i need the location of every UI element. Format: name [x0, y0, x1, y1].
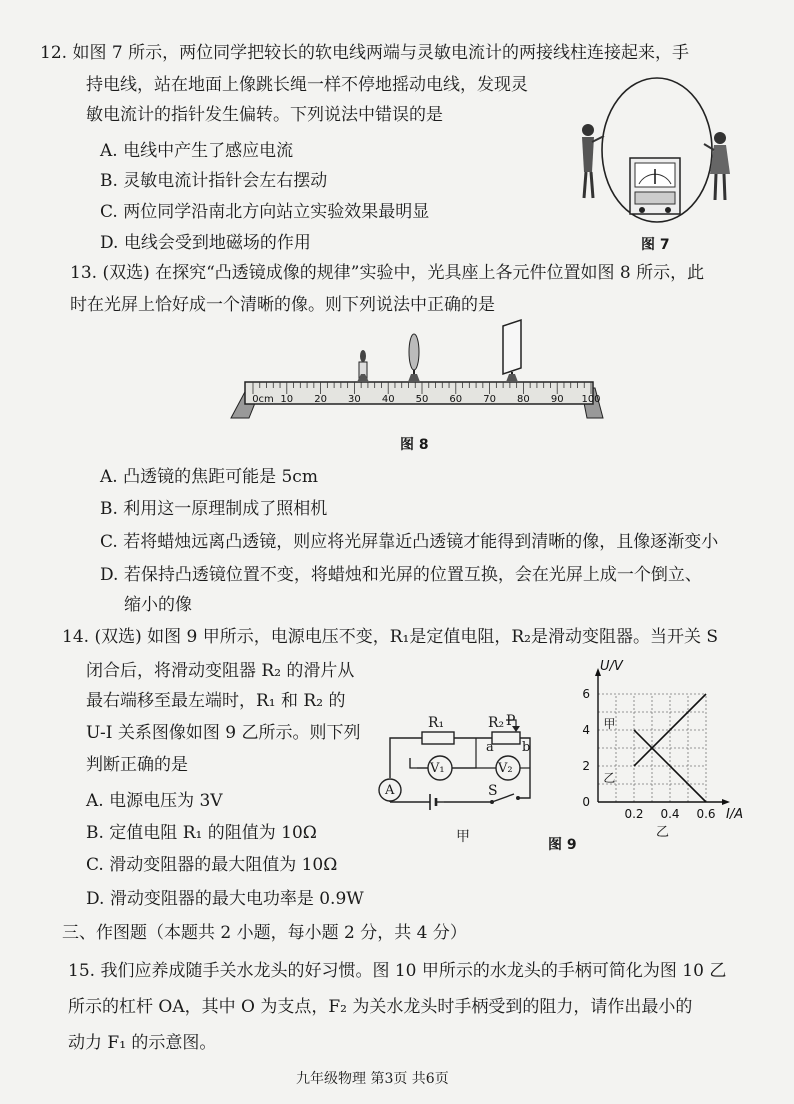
y-tick-label: 0: [582, 795, 590, 809]
q13-option-c: C. 若将蜡烛远离凸透镜，则应将光屏靠近凸透镜才能得到清晰的像，且像逐渐变小: [100, 532, 719, 552]
q14-stem-line5: 判断正确的是: [86, 755, 188, 775]
q14-option-c: C. 滑动变阻器的最大阻值为 10Ω: [86, 855, 338, 875]
q14-stem-line1: 14. (双选) 如图 9 甲所示，电源电压不变，R₁是定值电阻，R₂是滑动变阻器。当开关 S: [62, 627, 719, 647]
ruler-label: 0cm: [252, 394, 274, 405]
section-3-heading: 三、作图题（本题共 2 小题，每小题 2 分，共 4 分）: [62, 923, 467, 943]
q12-stem-line2: 持电线，站在地面上像跳长绳一样不停地摇动电线，发现灵: [86, 75, 528, 95]
ruler-label: 40: [381, 394, 395, 405]
figure-8-caption: 图 8: [400, 437, 429, 453]
x-tick-label: 0.6: [696, 807, 716, 821]
graph-caption-yi: 乙: [656, 825, 670, 840]
q12-option-a: A. 电线中产生了感应电流: [100, 141, 294, 161]
figure-8-optical-bench: [225, 318, 605, 434]
q12-option-c: C. 两位同学沿南北方向站立实验效果最明显: [100, 202, 430, 222]
q14-stem-line4: U-I 关系图像如图 9 乙所示。则下列: [86, 723, 361, 743]
q14-option-b: B. 定值电阻 R₁ 的阻值为 10Ω: [86, 823, 317, 843]
q14-option-a: A. 电源电压为 3V: [86, 791, 223, 811]
circuit-label-r2: R₂: [488, 715, 505, 731]
voltmeter-v2-label: V₂: [498, 761, 513, 776]
circuit-label-a: a: [486, 740, 494, 755]
q13-option-b: B. 利用这一原理制成了照相机: [100, 499, 328, 519]
circuit-caption-jia: 甲: [456, 829, 470, 845]
circuit-label-p: P: [506, 713, 516, 729]
ruler-label: 20: [314, 394, 327, 405]
q12-stem-line1: 12. 如图 7 所示，两位同学把较长的软电线两端与灵敏电流计的两接线柱连接起来，手: [40, 43, 690, 63]
circuit-label-r1: R₁: [428, 715, 445, 731]
ruler-label: 60: [449, 394, 463, 405]
ruler-label: 10: [280, 394, 294, 405]
q15-stem-line2: 所示的杠杆 OA，其中 O 为支点，F₂ 为关水龙头时手柄受到的阻力，请作出最小的: [68, 997, 693, 1017]
q12-stem-line3: 敏电流计的指针发生偏转。下列说法中错误的是: [86, 105, 443, 125]
ruler-label: 80: [517, 394, 530, 405]
ammeter-label: A: [385, 783, 395, 798]
ruler-label: 90: [550, 394, 564, 405]
q13-option-d-line2: 缩小的像: [124, 595, 192, 615]
q15-stem-line3: 动力 F₁ 的示意图。: [68, 1033, 217, 1053]
x-tick-label: 0.2: [624, 807, 644, 821]
y-axis-label: U/V: [600, 659, 623, 674]
q13-option-d-line1: D. 若保持凸透镜位置不变，将蜡烛和光屏的位置互换，会在光屏上成一个倒立、: [100, 565, 702, 585]
q13-stem-line1: 13. (双选) 在探究“凸透镜成像的规律”实验中，光具座上各元件位置如图 8 所示，此: [70, 263, 705, 283]
ruler-label: 70: [483, 394, 496, 405]
ruler-label: 30: [348, 394, 361, 405]
figure-7-caption: 图 7: [641, 237, 670, 253]
voltmeter-v1-label: V₁: [430, 761, 445, 776]
q12-option-d: D. 电线会受到地磁场的作用: [100, 233, 311, 253]
q14-stem-line3: 最右端移至最左端时，R₁ 和 R₂ 的: [86, 691, 346, 711]
x-axis-label: I/A: [726, 807, 744, 822]
series-label-yi: 乙: [603, 771, 616, 786]
q13-stem-line2: 时在光屏上恰好成一个清晰的像。则下列说法中正确的是: [70, 295, 495, 315]
circuit-label-switch: S: [488, 783, 498, 799]
q13-option-a: A. 凸透镜的焦距可能是 5cm: [100, 467, 318, 487]
x-tick-label: 0.4: [660, 807, 680, 821]
q12-option-b: B. 灵敏电流计指针会左右摆动: [100, 171, 328, 191]
x-axis-arrow: [722, 799, 730, 805]
figure-7-jump-rope-generator: [572, 72, 742, 236]
y-tick-label: 4: [582, 723, 590, 737]
figure-9-caption: 图 9: [548, 837, 577, 853]
q14-option-d: D. 滑动变阻器的最大电功率是 0.9W: [86, 889, 364, 909]
circuit-label-b: b: [522, 740, 531, 755]
q14-stem-line2: 闭合后，将滑动变阻器 R₂ 的滑片从: [86, 661, 355, 681]
ruler-label: 100: [581, 394, 601, 405]
y-tick-label: 6: [582, 687, 590, 701]
series-label-jia: 甲: [603, 717, 616, 732]
page-footer: 九年级物理 第3页 共6页: [296, 1071, 449, 1087]
ruler-label: 50: [415, 394, 429, 405]
figure-9-circuit: [380, 702, 560, 846]
y-tick-label: 2: [582, 759, 590, 773]
q15-stem-line1: 15. 我们应养成随手关水龙头的好习惯。图 10 甲所示的水龙头的手柄可简化为图 10 乙: [68, 961, 727, 981]
figure-9-ui-graph: [562, 659, 744, 850]
